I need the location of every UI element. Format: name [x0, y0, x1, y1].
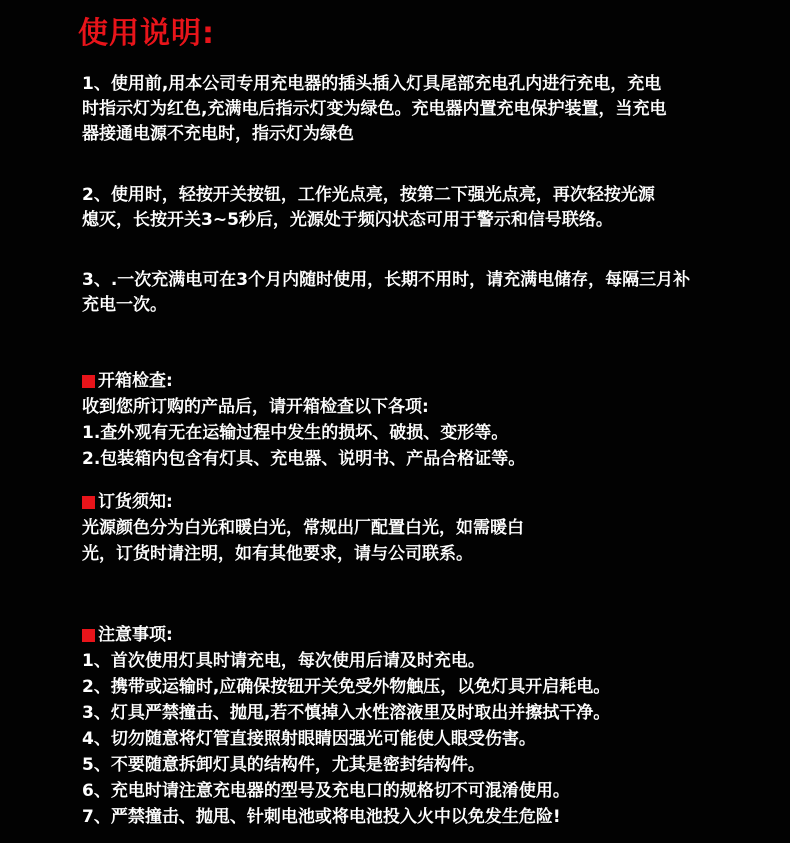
- section-heading-text: 订货须知:: [98, 492, 173, 512]
- red-square-icon: [82, 629, 95, 642]
- instruction-2-line: 熄灭，长按开关3~5秒后，光源处于频闪状态可用于警示和信号联络。: [82, 210, 613, 230]
- instruction-1-line: 时指示灯为红色,充满电后指示灯变为绿色。充电器内置充电保护装置，当充电: [82, 99, 667, 119]
- instruction-2-line: 2、使用时，轻按开关按钮，工作光点亮，按第二下强光点亮，再次轻按光源: [82, 185, 655, 205]
- page-title: 使用说明:: [78, 16, 215, 51]
- section-line: 2.包装箱内包含有灯具、充电器、说明书、产品合格证等。: [82, 449, 526, 469]
- instruction-1: [82, 72, 742, 147]
- red-square-icon: [82, 375, 95, 388]
- section-line: 5、不要随意拆卸灯具的结构件，尤其是密封结构件。: [82, 755, 485, 775]
- ordering-notes-section: [82, 489, 742, 567]
- section-line: 6、充电时请注意充电器的型号及充电口的规格切不可混淆使用。: [82, 781, 570, 801]
- instruction-3-line: 充电一次。: [82, 295, 167, 315]
- instruction-3-line: 3、.一次充满电可在3个月内随时使用，长期不用时，请充满电储存，每隔三月补: [82, 270, 691, 290]
- instruction-1-line: 1、使用前,用本公司专用充电器的插头插入灯具尾部充电孔内进行充电，充电: [82, 74, 662, 94]
- section-line: 1.查外观有无在运输过程中发生的损坏、破损、变形等。: [82, 423, 509, 443]
- section-heading-text: 开箱检查:: [98, 371, 173, 391]
- ordering-notes-heading: [82, 489, 742, 515]
- instruction-3: [82, 268, 742, 318]
- instruction-1-line: 器接通电源不充电时，指示灯为绿色: [82, 124, 354, 144]
- red-square-icon: [82, 496, 95, 509]
- instruction-2: [82, 183, 742, 233]
- precautions-section: [82, 622, 742, 830]
- section-line: 光，订货时请注明，如有其他要求，请与公司联系。: [82, 544, 473, 564]
- section-line: 1、首次使用灯具时请充电，每次使用后请及时充电。: [82, 651, 485, 671]
- section-line: 7、严禁撞击、抛甩、针刺电池或将电池投入火中以免发生危险!: [82, 807, 561, 827]
- section-line: 收到您所订购的产品后，请开箱检查以下各项:: [82, 397, 429, 417]
- unboxing-check-heading: [82, 368, 742, 394]
- section-line: 光源颜色分为白光和暖白光，常规出厂配置白光，如需暖白: [82, 518, 524, 538]
- section-line: 2、携带或运输时,应确保按钮开关免受外物触压，以免灯具开启耗电。: [82, 677, 611, 697]
- precautions-heading: [82, 622, 742, 648]
- section-line: 4、切勿随意将灯管直接照射眼睛因强光可能使人眼受伤害。: [82, 729, 536, 749]
- unboxing-check-section: [82, 368, 742, 472]
- section-heading-text: 注意事项:: [98, 625, 173, 645]
- section-line: 3、灯具严禁撞击、抛甩,若不慎掉入水性溶液里及时取出并擦拭干净。: [82, 703, 611, 723]
